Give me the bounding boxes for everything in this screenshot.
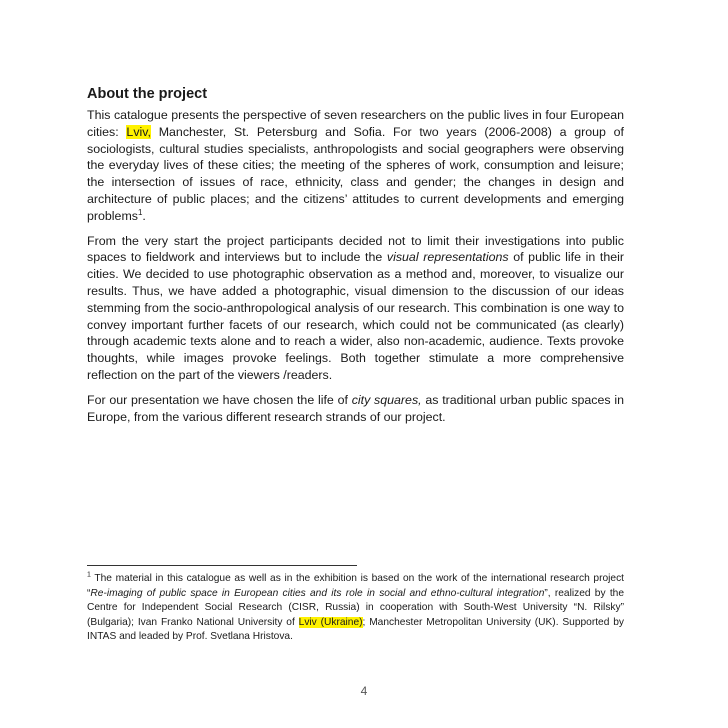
section-heading: About the project (87, 86, 208, 102)
footnote-text-b: ”, realized by the Centre for Independent Social Research (CISR, Russia) in cooperation with South-West University “N. Rilsky” (Bulgaria); Ivan Franko National University of (87, 587, 624, 628)
footnote-text-c: ; Manchester Metropolitan University (UK). Supported by INTAS and leaded by Prof. Svetlana Hristova. (87, 616, 624, 642)
p3-emphasis: city squares, (351, 392, 422, 407)
p1-text-b: Manchester, St. Petersburg and Sofia. For two years (2006-2008) a group of sociologists, cultural studies specialists, anthropologists and social geographers were observing the everyday lives of these cities; the meeting of the spheres of work, consumption and leisure; the intersection of issues of race, ethnicity, class and gender; the changes in design and architecture of public places; and the citizens’ attitudes to current developments and emerging problems (87, 124, 625, 223)
paragraph-method (87, 233, 624, 384)
footnote-number: 1 (87, 571, 91, 579)
footnote-text-a: The material in this catalogue as well as in the exhibition is based on the work of the international research project “ (87, 573, 624, 599)
p2-text-a: From the very start the project participants decided not to limit their investigations into public spaces to fieldwork and interviews but to include the (87, 233, 624, 265)
footnote-divider (87, 565, 357, 566)
paragraph-intro (87, 107, 624, 225)
footnote-ref: 1 (137, 207, 143, 217)
main-content (87, 84, 624, 433)
p2-emphasis: visual representations (386, 250, 509, 265)
p2-text-b: of public life in their cities. We decided to use photographic observation as a method and, moreover, to visualize our results. Thus, we have added a photographic, visual dimension to the discussion of our ideas stemming from the socio-anthropological analysis of our research. This combination is one way to convey important further facets of our research, which could not be communicated (as clearly) through academic texts alone and to reach a wider, also non-academic, audience. Texts provoke thoughts, while images provoke feelings. Both together stimulate a more comprehensive reflection on the part of the viewers /readers. (87, 250, 625, 382)
p1-text-a: This catalogue presents the perspective of seven researchers on the public lives in four European cities: (87, 108, 624, 139)
p1-text-end: . (142, 208, 146, 223)
p3-text-a: For our presentation we have chosen the life of (87, 392, 352, 407)
footnote-project-title: Re-imaging of public space in European cities and its role in social and ethno-cultural integration (90, 587, 545, 599)
p3-text-b: as traditional urban public spaces in Europe, from the various different research strands of our project. (87, 392, 625, 424)
page-number: 4 (360, 684, 368, 698)
highlight-lviv: Lviv, (126, 124, 151, 139)
footnote (87, 572, 624, 645)
paragraph-presentation (87, 392, 624, 426)
highlight-lviv-ukraine: Lviv (Ukraine) (298, 616, 363, 628)
